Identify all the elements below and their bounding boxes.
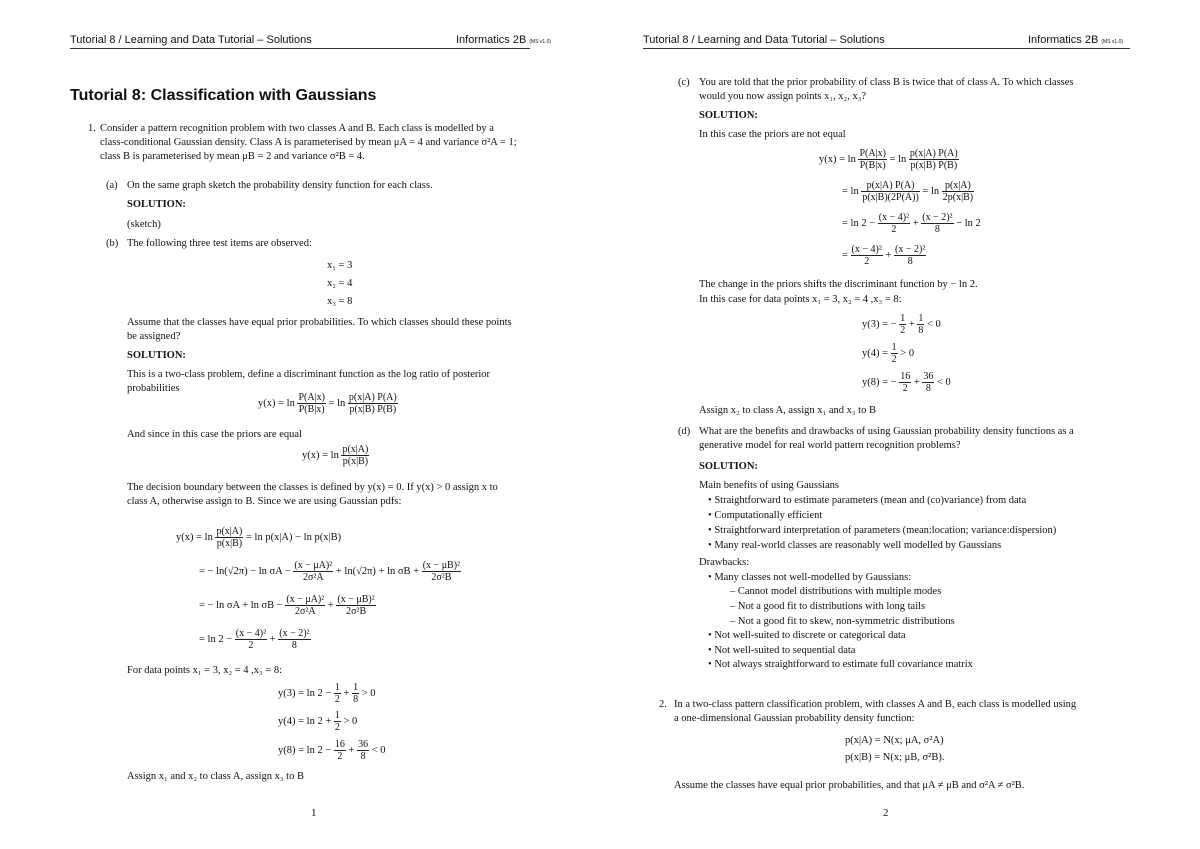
numerator: 1 bbox=[353, 682, 359, 693]
numerator: 36 bbox=[923, 371, 934, 382]
drawback-sub-item: – Not a good fit to distributions with long tails bbox=[730, 601, 926, 612]
eval-y3 bbox=[862, 313, 941, 336]
plus-sign: + bbox=[327, 599, 334, 611]
header-left: Tutorial 8 / Learning and Data Tutorial – Solutions bbox=[70, 34, 312, 46]
eqc-line-1 bbox=[819, 148, 959, 171]
drawback-text: Not always straightforward to estimate full covariance matrix bbox=[714, 659, 973, 670]
eq-part: = − ln(√2π) − ln σA − bbox=[199, 565, 291, 577]
eq-lhs: y(8) = ln 2 − bbox=[278, 744, 332, 756]
q1-number: 1. bbox=[88, 123, 96, 134]
eq-lhs: y(4) = bbox=[862, 347, 889, 359]
test-point-1: x₁ = 3 bbox=[327, 260, 353, 271]
numerator: 1 bbox=[900, 313, 906, 324]
page-number: 2 bbox=[883, 807, 889, 819]
derivation-line-4 bbox=[199, 628, 311, 651]
eqc-line-2 bbox=[842, 180, 974, 203]
denominator: p(x|B) P(B) bbox=[349, 404, 397, 415]
fraction bbox=[336, 594, 375, 617]
plus-sign: + bbox=[908, 318, 915, 330]
eq-part: = ln bbox=[842, 185, 859, 197]
q2-line-2: a one-dimensional Gaussian probability density function: bbox=[674, 713, 915, 724]
equation-log-ratio bbox=[258, 392, 398, 415]
eq-lhs: y(4) = ln 2 + bbox=[278, 715, 332, 727]
benefit-item: • Straightforward interpretation of parameters (mean:location; variance:dispersion) bbox=[708, 525, 1057, 536]
plus-sign: + bbox=[912, 217, 919, 229]
eval-y4 bbox=[278, 710, 357, 733]
numerator: (x − μB)² bbox=[337, 594, 375, 605]
denominator: 2σ²A bbox=[294, 606, 316, 617]
fraction bbox=[899, 371, 911, 394]
q1-line-3: class B is parameterised by mean μB = 2 and variance σ²B = 4. bbox=[100, 151, 365, 162]
derivation-line-2 bbox=[199, 560, 461, 583]
numerator: p(x|A) P(A) bbox=[348, 392, 397, 403]
qb-solution-line-2: probabilities bbox=[127, 383, 180, 394]
plus-sign: + bbox=[885, 249, 892, 261]
eq-part: = bbox=[842, 249, 848, 261]
qd-line-2: generative model for real world pattern recognition problems? bbox=[699, 440, 961, 451]
qd-label: (d) bbox=[678, 426, 691, 437]
benefit-text: Straightforward to estimate parameters (mean and (co)variance) from data bbox=[714, 495, 1027, 506]
denominator: 2 bbox=[900, 325, 906, 336]
fraction bbox=[348, 392, 398, 415]
q2-assume: Assume the classes have equal prior probabilities, and that μA ≠ μB and σ²A ≠ σ²B. bbox=[674, 780, 1025, 791]
denominator: 2 bbox=[334, 694, 340, 705]
denominator: P(B|x) bbox=[298, 404, 325, 415]
qa-answer: (sketch) bbox=[127, 219, 161, 230]
derivation-line-3 bbox=[199, 594, 376, 617]
page-2 bbox=[600, 0, 1200, 849]
qa-solution-label: SOLUTION: bbox=[127, 199, 186, 210]
header-version: (MS v1.0) bbox=[1101, 39, 1124, 45]
fraction bbox=[297, 392, 325, 415]
numerator: (x − 2)² bbox=[922, 212, 953, 223]
denominator: p(x|B) bbox=[342, 456, 369, 467]
numerator: p(x|A) P(A) bbox=[909, 148, 958, 159]
numerator: (x − 4)² bbox=[851, 244, 882, 255]
denominator: 8 bbox=[360, 751, 366, 762]
drawback-item: • Many classes not well-modelled by Gaussians: bbox=[708, 572, 912, 583]
eq-rhs: = ln p(x|A) − ln p(x|B) bbox=[245, 531, 342, 543]
numerator: p(x|A) bbox=[942, 180, 974, 192]
eq-part: = ln 2 − bbox=[199, 633, 233, 645]
numerator: p(x|A) bbox=[216, 526, 243, 537]
datapoints-line: In this case for data points x₁ = 3, x₂ = 4 ,x₃ = 8: bbox=[699, 294, 902, 305]
priors-not-equal-text: In this case the priors are not equal bbox=[699, 129, 846, 140]
denominator: 8 bbox=[925, 383, 931, 394]
denominator: 2σ²B bbox=[431, 572, 452, 583]
qa-text: On the same graph sketch the probability density function for each class. bbox=[127, 180, 433, 191]
fraction bbox=[357, 739, 369, 762]
eqc-line-4 bbox=[842, 244, 926, 267]
denominator: 2σ²B bbox=[346, 606, 367, 617]
page-number: 1 bbox=[311, 807, 317, 819]
numerator: (x − 2)² bbox=[895, 244, 926, 255]
denominator: 2 bbox=[337, 751, 343, 762]
denominator: 2σ²A bbox=[303, 572, 324, 583]
numerator: (x − μA)² bbox=[294, 560, 333, 571]
eq-tail: > 0 bbox=[343, 715, 358, 727]
drawback-sub-text: Not a good fit to distributions with long tails bbox=[737, 601, 926, 612]
eq-tail: < 0 bbox=[937, 376, 951, 388]
header-right bbox=[456, 34, 551, 46]
benefit-text: Straightforward interpretation of parameters (mean:location; variance:dispersion) bbox=[714, 525, 1057, 536]
benefit-text: Many real-world classes are reasonably well modelled by Gaussians bbox=[714, 540, 1002, 551]
eval-y8 bbox=[862, 371, 951, 394]
fraction bbox=[352, 682, 359, 705]
plus-sign: + bbox=[348, 744, 355, 756]
drawback-text: Not well-suited to discrete or categorical data bbox=[714, 630, 906, 641]
header-rule bbox=[70, 48, 530, 49]
q2-eq-b: p(x|B) = N(x; μB, σ²B). bbox=[845, 752, 945, 763]
fraction bbox=[215, 526, 243, 549]
q2-line-1: In a two-class pattern classification problem, with classes A and B, each class is modelled using bbox=[674, 699, 1077, 710]
benefits-heading: Main benefits of using Gaussians bbox=[699, 480, 839, 491]
fraction bbox=[278, 628, 310, 651]
qc-line-1: You are told that the prior probability of class B is twice that of class A. To which classes bbox=[699, 77, 1074, 88]
header-course: Informatics 2B bbox=[456, 34, 527, 46]
fraction bbox=[422, 560, 461, 583]
denominator: 2p(x|B) bbox=[942, 192, 974, 203]
denominator: 2 bbox=[891, 224, 897, 235]
eq-part: = ln 2 − bbox=[842, 217, 876, 229]
qc-solution-label: SOLUTION: bbox=[699, 110, 758, 121]
boundary-line-1: The decision boundary between the classes is defined by y(x) = 0. If y(x) > 0 assign x to bbox=[127, 482, 498, 493]
fraction bbox=[334, 682, 341, 705]
qb-ask-line-2: be assigned? bbox=[127, 331, 181, 342]
numerator: p(x|A) bbox=[342, 444, 369, 455]
denominator: 8 bbox=[907, 256, 913, 267]
benefit-item: • Many real-world classes are reasonably well modelled by Gaussians bbox=[708, 540, 1002, 551]
page-title: Tutorial 8: Classification with Gaussians bbox=[70, 87, 377, 104]
denominator: 8 bbox=[918, 325, 924, 336]
eq-lhs: y(x) = ln bbox=[176, 531, 213, 543]
numerator: 1 bbox=[334, 710, 340, 721]
fraction bbox=[858, 148, 886, 171]
plus-sign: + bbox=[913, 376, 920, 388]
qc-line-2: would you now assign points x₁, x₂, x₃? bbox=[699, 91, 867, 102]
fraction bbox=[851, 244, 883, 267]
fraction bbox=[235, 628, 267, 651]
eq-tail: < 0 bbox=[371, 744, 386, 756]
numerator: (x − μB)² bbox=[422, 560, 461, 571]
header-right bbox=[1028, 34, 1123, 46]
benefit-text: Computationally efficient bbox=[714, 510, 823, 521]
eval-y4 bbox=[862, 342, 914, 365]
fraction bbox=[334, 739, 346, 762]
drawback-item: • Not always straightforward to estimate full covariance matrix bbox=[708, 659, 973, 670]
numerator: 16 bbox=[900, 371, 911, 382]
test-point-2: x₂ = 4 bbox=[327, 278, 353, 289]
eq-mid: = ln bbox=[889, 153, 907, 165]
denominator: p(x|B)(2P(A)) bbox=[862, 192, 919, 203]
header-rule bbox=[643, 48, 1130, 49]
numerator: (x − 2)² bbox=[279, 628, 310, 639]
fraction bbox=[285, 594, 325, 617]
drawback-text: Not well-suited to sequential data bbox=[714, 645, 856, 656]
q2-number: 2. bbox=[659, 699, 667, 710]
assign-line: Assign x₂ to class A, assign x₁ and x₃ to B bbox=[699, 405, 876, 416]
numerator: 1 bbox=[891, 342, 897, 353]
fraction bbox=[899, 313, 906, 336]
drawback-item: • Not well-suited to discrete or categorical data bbox=[708, 630, 906, 641]
q1-line-2: class-conditional Gaussian density. Class A is parameterised by mean μA = 4 and variance σ²A = 1; bbox=[100, 137, 517, 148]
numerator: P(A|x) bbox=[859, 148, 886, 159]
numerator: (x − 4)² bbox=[235, 628, 267, 639]
numerator: (x − 4)² bbox=[878, 212, 910, 223]
numerator: 36 bbox=[358, 739, 369, 750]
denominator: 2 bbox=[334, 722, 340, 733]
qa-label: (a) bbox=[106, 180, 118, 191]
drawback-text: Many classes not well-modelled by Gaussians: bbox=[714, 572, 912, 583]
eq-tail: > 0 bbox=[900, 347, 915, 359]
drawback-sub-item: – Not a good fit to skew, non-symmetric distributions bbox=[730, 616, 955, 627]
eq-lhs: y(8) = − bbox=[862, 376, 897, 388]
drawback-sub-text: Cannot model distributions with multiple modes bbox=[737, 586, 942, 597]
priors-equal-text: And since in this case the priors are equal bbox=[127, 429, 302, 440]
fraction bbox=[917, 313, 924, 336]
fraction bbox=[334, 710, 341, 733]
eval-y3 bbox=[278, 682, 375, 705]
header-left: Tutorial 8 / Learning and Data Tutorial – Solutions bbox=[643, 34, 885, 46]
denominator: 2 bbox=[891, 354, 897, 365]
denominator: P(B|x) bbox=[859, 160, 886, 171]
eq-lhs: y(3) = ln 2 − bbox=[278, 687, 332, 699]
numerator: P(A|x) bbox=[298, 392, 325, 403]
fraction bbox=[891, 342, 898, 365]
test-point-3: x₃ = 8 bbox=[327, 296, 353, 307]
shift-line: The change in the priors shifts the discriminant function by − ln 2. bbox=[699, 279, 978, 290]
qb-text: The following three test items are observed: bbox=[127, 238, 312, 249]
fraction bbox=[894, 244, 926, 267]
qd-line-1: What are the benefits and drawbacks of using Gaussian probability density functions as a bbox=[699, 426, 1074, 437]
fraction bbox=[861, 180, 919, 203]
datapoints-line: For data points x₁ = 3, x₂ = 4 ,x₃ = 8: bbox=[127, 665, 283, 676]
eq-lhs: y(3) = − bbox=[862, 318, 897, 330]
benefit-item: • Computationally efficient bbox=[708, 510, 823, 521]
fraction bbox=[293, 560, 333, 583]
fraction bbox=[909, 148, 959, 171]
qd-solution-label: SOLUTION: bbox=[699, 461, 758, 472]
eq-part: = − ln σA + ln σB − bbox=[199, 599, 283, 611]
eq-mid: = ln bbox=[922, 185, 940, 197]
eq-lhs: y(x) = ln bbox=[819, 153, 856, 165]
q1-line-1: Consider a pattern recognition problem with two classes A and B. Each class is modelled by a bbox=[100, 123, 494, 134]
qc-label: (c) bbox=[678, 77, 690, 88]
denominator: p(x|B) P(B) bbox=[910, 160, 958, 171]
denominator: p(x|B) bbox=[216, 538, 243, 549]
plus-sign: + bbox=[343, 687, 350, 699]
assign-line: Assign x₁ and x₂ to class A, assign x₃ to B bbox=[127, 771, 304, 782]
equation-equal-priors bbox=[302, 444, 369, 467]
boundary-line-2: class A, otherwise assign to B. Since we are using Gaussian pdfs: bbox=[127, 496, 402, 507]
eq-part: + ln(√2π) + ln σB + bbox=[335, 565, 420, 577]
fraction bbox=[878, 212, 910, 235]
drawback-sub-text: Not a good fit to skew, non-symmetric distributions bbox=[737, 616, 955, 627]
denominator: 8 bbox=[353, 694, 359, 705]
denominator: 2 bbox=[864, 256, 870, 267]
derivation-line-1 bbox=[176, 526, 341, 549]
denominator: 2 bbox=[248, 640, 254, 651]
eq-tail: > 0 bbox=[361, 687, 376, 699]
fraction bbox=[922, 371, 934, 394]
fraction bbox=[921, 212, 953, 235]
eq-tail: < 0 bbox=[927, 318, 941, 330]
drawback-item: • Not well-suited to sequential data bbox=[708, 645, 856, 656]
denominator: 8 bbox=[291, 640, 297, 651]
q2-eq-a: p(x|A) = N(x; μA, σ²A) bbox=[845, 735, 944, 746]
qb-label: (b) bbox=[106, 238, 119, 249]
numerator: 1 bbox=[918, 313, 924, 324]
numerator: 16 bbox=[334, 739, 345, 750]
eq-tail: − ln 2 bbox=[956, 217, 981, 229]
eq-lhs: y(x) = ln bbox=[302, 449, 339, 461]
header-course: Informatics 2B bbox=[1028, 34, 1099, 46]
numerator: p(x|A) P(A) bbox=[861, 180, 919, 192]
eqc-line-3 bbox=[842, 212, 981, 235]
eq-lhs: y(x) = ln bbox=[258, 397, 295, 409]
numerator: 1 bbox=[334, 682, 340, 693]
denominator: 2 bbox=[902, 383, 908, 394]
fraction bbox=[341, 444, 369, 467]
header-version: (MS v1.0) bbox=[529, 39, 552, 45]
qb-solution-label: SOLUTION: bbox=[127, 350, 186, 361]
plus-sign: + bbox=[269, 633, 276, 645]
qb-solution-line-1: This is a two-class problem, define a discriminant function as the log ratio of posterior bbox=[127, 369, 491, 380]
eval-y8 bbox=[278, 739, 385, 762]
drawbacks-heading: Drawbacks: bbox=[699, 557, 750, 568]
benefit-item: • Straightforward to estimate parameters (mean and (co)variance) from data bbox=[708, 495, 1027, 506]
denominator: 8 bbox=[934, 224, 940, 235]
fraction bbox=[942, 180, 974, 203]
eq-mid: = ln bbox=[328, 397, 346, 409]
numerator: (x − μA)² bbox=[286, 594, 325, 605]
drawback-sub-item: – Cannot model distributions with multiple modes bbox=[730, 586, 942, 597]
qb-ask-line-1: Assume that the classes have equal prior probabilities. To which classes should these points bbox=[127, 317, 512, 328]
